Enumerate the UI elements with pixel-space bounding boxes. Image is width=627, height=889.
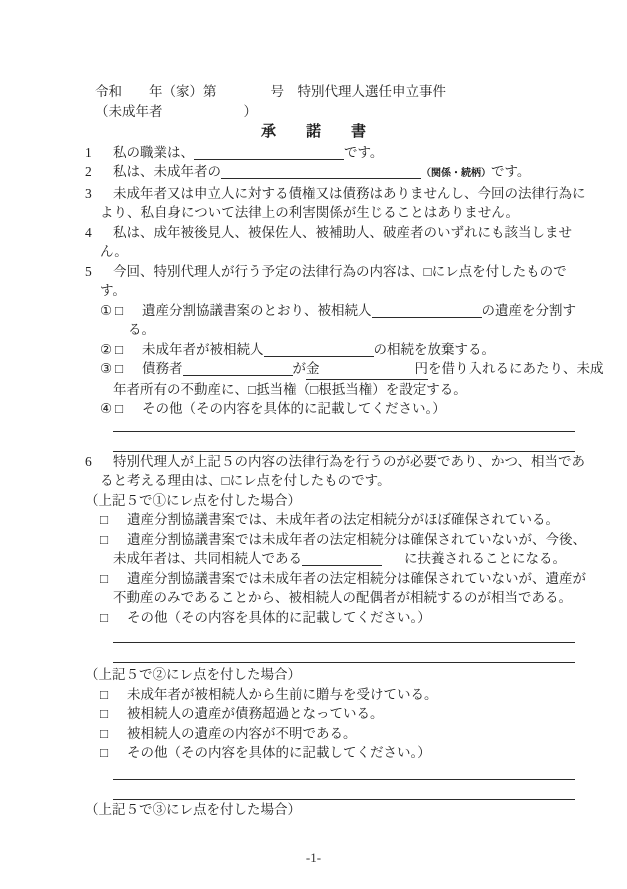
decedent-name-blank-field[interactable]: [372, 303, 482, 318]
item5-option-1-cont: る。: [128, 322, 155, 337]
debtor-name-blank-field[interactable]: [183, 361, 293, 376]
item-4-cont: ん。: [100, 244, 128, 259]
item-6: 6 特別代理人が上記５の内容の法律行為を行うのが必要であり、かつ、相当であ: [85, 452, 587, 472]
decedent-name-blank-field-2[interactable]: [264, 342, 374, 357]
checkbox-case1-2[interactable]: □: [100, 531, 109, 547]
case1-option-2-cont: 未成年者は、共同相続人である に扶養されることになる。: [113, 551, 566, 566]
item5-option-2: ② □ 未成年者が被相続人 の相続を放棄する。: [85, 340, 587, 360]
relationship-note: （関係・続柄）: [421, 168, 491, 179]
item-5: 5 今回、特別代理人が行う予定の法律行為の内容は、□にレ点を付したもので: [85, 262, 587, 282]
checkbox-case2-2[interactable]: □: [100, 706, 109, 721]
item-number: 3: [85, 185, 92, 201]
item-2: 2 私は、未成年者の （関係・続柄）です。: [85, 162, 587, 184]
item5-option-3: ③ □ 債務者 が金 円を借り入れるにあたり、未成: [85, 359, 587, 380]
checkbox-option-1[interactable]: □: [115, 302, 124, 318]
item-number: 5: [85, 263, 92, 279]
item-number: 1: [85, 144, 92, 160]
checkbox-option-4[interactable]: □: [115, 401, 124, 416]
case1-option-3: □ 遺産分割協議書案では未成年者の法定相続分は確保されていないが、遺産が: [85, 569, 587, 589]
circled-number-2: ②: [100, 341, 113, 357]
checkbox-option-3[interactable]: □: [115, 361, 124, 376]
item5-option-3-cont: 年者所有の不動産に、□抵当権（□根抵当権）を設定する。: [113, 381, 467, 397]
item-3: 3 未成年者又は申立人に対する債権又は債務はありませんし、今回の法律行為に: [85, 184, 587, 204]
minor-name-line: [85, 102, 587, 122]
case1-label: （上記５で①にレ点を付した場合）: [85, 492, 301, 508]
relationship-blank-field[interactable]: [221, 164, 421, 179]
circled-number-1: ①: [100, 302, 113, 318]
write-line-5[interactable]: [113, 767, 575, 780]
checkbox-option-2[interactable]: □: [115, 341, 124, 357]
item-6-cont: ると考える理由は、□にレ点を付したものです。: [100, 473, 391, 488]
checkbox-case2-4[interactable]: □: [100, 745, 109, 760]
checkbox-case2-1[interactable]: □: [100, 686, 109, 702]
checkbox-case1-1[interactable]: □: [100, 512, 109, 527]
item-1: 1 私の職業は、 です。: [85, 143, 587, 163]
write-line-3[interactable]: [113, 630, 575, 643]
case2-option-3: □ 被相続人の遺産の内容が不明である。: [85, 724, 587, 744]
occupation-blank-field[interactable]: [194, 145, 344, 160]
item-number: 6: [85, 453, 92, 469]
checkbox-case2-3[interactable]: □: [100, 725, 109, 741]
loan-amount-group: 金 円: [306, 359, 428, 380]
page-number: -1-: [305, 849, 322, 865]
item-5-cont: す。: [100, 283, 126, 298]
page-title: 承 諾 書: [260, 124, 366, 140]
case1-option-1: □ 遺産分割協議書案では、未成年者の法定相続分がほぼ確保されている。: [85, 510, 587, 530]
checkbox-case1-3[interactable]: □: [100, 570, 109, 586]
case3-label: （上記５で③にレ点を付した場合）: [85, 801, 301, 817]
item5-option-1: ① □ 遺産分割協議書案のとおり、被相続人 の遺産を分割す: [85, 301, 587, 321]
case1-option-2: □ 遺産分割協議書案では未成年者の法定相続分は確保されていないが、今後、: [85, 530, 587, 550]
case1-option-4: □ その他（その内容を具体的に記載してください。）: [85, 608, 587, 628]
case-number-line: [85, 82, 587, 102]
item-4: 4 私は、成年被後見人、被保佐人、被補助人、破産者のいずれにも該当しませ: [85, 223, 587, 243]
item-number: 2: [85, 164, 92, 179]
item5-option-4: ④ □ その他（その内容を具体的に記載してください。）: [85, 399, 587, 419]
case2-option-2: □ 被相続人の遺産が債務超過となっている。: [85, 704, 587, 724]
heir-name-blank-field[interactable]: [302, 551, 382, 566]
item-number: 4: [85, 224, 92, 240]
write-line-6[interactable]: [113, 787, 575, 800]
case2-label: （上記５で②にレ点を付した場合）: [85, 667, 301, 682]
case-number-text: 令和 年（家）第 号 特別代理人選任申立事件: [95, 84, 446, 99]
case2-option-4: □ その他（その内容を具体的に記載してください。）: [85, 743, 587, 763]
case1-option-3-cont: 不動産のみであることから、被相続人の配偶者が相続するのが相当である。: [113, 590, 572, 605]
case2-option-1: □ 未成年者が被相続人から生前に贈与を受けている。: [85, 685, 587, 705]
circled-number-4: ④: [100, 401, 113, 416]
minor-name-text: （未成年者 ）: [95, 103, 257, 119]
write-line-4[interactable]: [113, 650, 575, 663]
item-3-cont: より、私自身について法律上の利害関係が生じることはありません。: [100, 205, 520, 220]
write-line-1[interactable]: [113, 419, 575, 432]
circled-number-3: ③: [100, 361, 113, 376]
write-line-2[interactable]: [113, 439, 575, 452]
checkbox-case1-4[interactable]: □: [100, 609, 109, 625]
